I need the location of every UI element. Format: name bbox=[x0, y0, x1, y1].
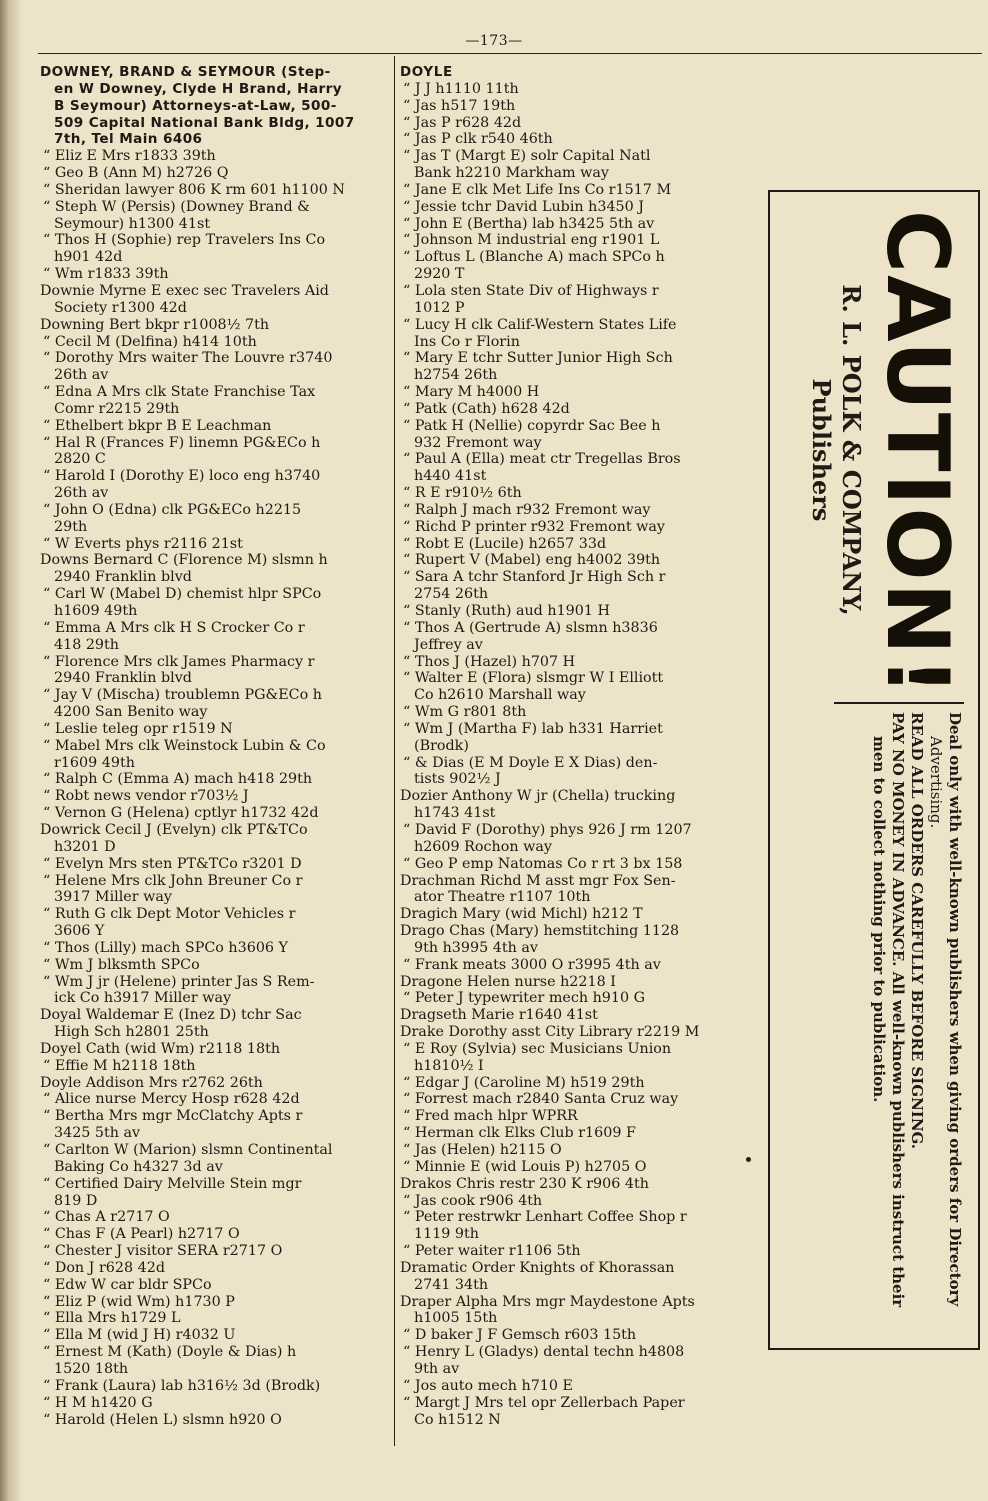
directory-entry bbox=[40, 502, 386, 536]
entry-line: “ Chester J visitor SERA r2717 O bbox=[40, 1243, 386, 1260]
directory-entry bbox=[40, 552, 386, 586]
directory-entry bbox=[400, 283, 756, 317]
entry-line: 509 Capital National Bank Bldg, 1007 bbox=[54, 114, 355, 131]
directory-entry bbox=[400, 317, 756, 351]
entry-line: Ins Co r Florin bbox=[414, 333, 520, 350]
ad-body-line: Deal only with well-known publishers when giving orders for Directory bbox=[946, 712, 964, 1307]
directory-entry bbox=[40, 788, 386, 805]
directory-entry bbox=[400, 519, 756, 536]
entry-line: “ Don J r628 42d bbox=[40, 1260, 386, 1277]
entry-line: 418 29th bbox=[54, 636, 119, 653]
entry-line: “ Cecil M (Delfina) h414 10th bbox=[40, 334, 386, 351]
directory-entry bbox=[40, 940, 386, 957]
entry-line: Dozier Anthony W jr (Chella) trucking bbox=[400, 788, 676, 805]
entry-line: ator Theatre r1107 10th bbox=[414, 889, 591, 906]
entry-line: “ Ella Mrs h1729 L bbox=[40, 1310, 386, 1327]
entry-line: Co h1512 N bbox=[414, 1411, 501, 1428]
directory-entry bbox=[400, 502, 756, 519]
entry-line: “ Loftus L (Blanche A) mach SPCo h bbox=[400, 249, 756, 266]
entry-line: 1012 P bbox=[414, 299, 465, 316]
directory-entry bbox=[400, 856, 756, 873]
entry-line: “ Jas P clk r540 46th bbox=[400, 131, 756, 148]
entry-line: 2940 Franklin blvd bbox=[54, 670, 192, 687]
directory-entry bbox=[40, 350, 386, 384]
directory-entry bbox=[400, 81, 756, 98]
entry-line: “ R E r910½ 6th bbox=[400, 485, 756, 502]
ad-body bbox=[869, 712, 964, 1322]
entry-line: “ E Roy (Sylvia) sec Musicians Union bbox=[400, 1041, 756, 1058]
entry-line: “ Edw W car bldr SPCo bbox=[40, 1277, 386, 1294]
entry-line: “ Sara A tchr Stanford Jr High Sch r bbox=[400, 569, 756, 586]
directory-entry bbox=[40, 586, 386, 620]
directory-entry bbox=[400, 182, 756, 199]
entry-line: “ Thos A (Gertrude A) slsmn h3836 bbox=[400, 620, 756, 637]
entry-line: Downs Bernard C (Florence M) slsmn h bbox=[40, 552, 328, 569]
entry-line: “ Mary M h4000 H bbox=[400, 384, 756, 401]
directory-entry bbox=[40, 536, 386, 553]
entry-line: “ Patk H (Nellie) copyrdr Sac Bee h bbox=[400, 418, 756, 435]
entry-line: “ Peter waiter r1106 5th bbox=[400, 1243, 756, 1260]
directory-entry bbox=[400, 906, 756, 923]
entry-line: B Seymour) Attorneys-at-Law, 500- bbox=[54, 97, 337, 114]
directory-entry bbox=[400, 1125, 756, 1142]
ad-title: CAUTION! bbox=[867, 210, 967, 698]
directory-entry bbox=[40, 771, 386, 788]
directory-entry bbox=[40, 906, 386, 940]
entry-line: Society r1300 42d bbox=[54, 299, 187, 316]
directory-entry bbox=[400, 721, 756, 755]
directory-entry bbox=[40, 974, 386, 1008]
directory-entry bbox=[40, 266, 386, 283]
entry-line: “ Forrest mach r2840 Santa Cruz way bbox=[400, 1091, 756, 1108]
entry-line: “ Chas F (A Pearl) h2717 O bbox=[40, 1226, 386, 1243]
entry-line: DOYLE bbox=[400, 64, 453, 80]
entry-line: “ W Everts phys r2116 21st bbox=[40, 536, 386, 553]
directory-entry bbox=[400, 822, 756, 856]
directory-entry bbox=[400, 1243, 756, 1260]
entry-line: “ Mabel Mrs clk Weinstock Lubin & Co bbox=[40, 738, 386, 755]
entry-line: “ Jos auto mech h710 E bbox=[400, 1378, 756, 1395]
ad-rotated-content bbox=[784, 210, 967, 1330]
directory-entry bbox=[40, 1294, 386, 1311]
directory-entry bbox=[40, 334, 386, 351]
entry-line: Drake Dorothy asst City Library r2219 M bbox=[400, 1024, 700, 1041]
directory-entry bbox=[40, 435, 386, 469]
entry-line: 29th bbox=[54, 518, 88, 535]
entry-line: “ Bertha Mrs mgr McClatchy Apts r bbox=[40, 1108, 386, 1125]
entry-line: “ Certified Dairy Melville Stein mgr bbox=[40, 1176, 386, 1193]
ad-body-line: Advertising. bbox=[927, 736, 945, 829]
directory-entry bbox=[400, 1344, 756, 1378]
directory-entry bbox=[400, 1024, 756, 1041]
entry-line: h1810½ I bbox=[414, 1057, 484, 1074]
directory-entry bbox=[400, 1327, 756, 1344]
entry-line: “ Jessie tchr David Lubin h3450 J bbox=[400, 199, 756, 216]
directory-entry bbox=[40, 1243, 386, 1260]
entry-line: Downie Myrne E exec sec Travelers Aid bbox=[40, 282, 329, 299]
entry-line: “ Lucy H clk Calif-Western States Life bbox=[400, 317, 756, 334]
entry-line: “ Ethelbert bkpr B E Leachman bbox=[40, 418, 386, 435]
entry-line: “ Wm J blksmth SPCo bbox=[40, 957, 386, 974]
entry-line: “ Harold (Helen L) slsmn h920 O bbox=[40, 1412, 386, 1429]
directory-entry bbox=[400, 1209, 756, 1243]
directory-entry bbox=[400, 1378, 756, 1395]
column-heading bbox=[400, 64, 756, 81]
directory-entry bbox=[400, 1294, 756, 1328]
entry-line: “ Patk (Cath) h628 42d bbox=[400, 401, 756, 418]
entry-line: “ Thos H (Sophie) rep Travelers Ins Co bbox=[40, 232, 386, 249]
directory-entry bbox=[40, 1310, 386, 1327]
entry-line: 2820 C bbox=[54, 451, 106, 468]
entry-line: h1005 15th bbox=[414, 1310, 498, 1327]
entry-line: “ Peter J typewriter mech h910 G bbox=[400, 990, 756, 1007]
entry-line: “ Jas P r628 42d bbox=[400, 115, 756, 132]
entry-line: “ Carlton W (Marion) slsmn Continental bbox=[40, 1142, 386, 1159]
directory-entry bbox=[400, 974, 756, 991]
entry-line: “ Henry L (Gladys) dental techn h4808 bbox=[400, 1344, 756, 1361]
entry-line: Dragseth Marie r1640 41st bbox=[400, 1007, 598, 1024]
directory-entry bbox=[40, 687, 386, 721]
entry-line: Jeffrey av bbox=[414, 636, 483, 653]
entry-line: “ Jas h517 19th bbox=[400, 98, 756, 115]
entry-line: 9th av bbox=[414, 1360, 460, 1377]
entry-line: “ Walter E (Flora) slsmgr W I Elliott bbox=[400, 670, 756, 687]
directory-entry bbox=[40, 468, 386, 502]
header-rule bbox=[38, 53, 982, 54]
column-divider bbox=[394, 56, 395, 1446]
directory-entry bbox=[40, 148, 386, 165]
directory-entry bbox=[40, 1091, 386, 1108]
directory-entry bbox=[40, 1226, 386, 1243]
entry-line: “ Ernest M (Kath) (Doyle & Dias) h bbox=[40, 1344, 386, 1361]
directory-entry bbox=[400, 249, 756, 283]
directory-entry bbox=[40, 199, 386, 233]
entry-line: “ Jas (Helen) h2115 O bbox=[400, 1142, 756, 1159]
entry-line: “ Wm J jr (Helene) printer Jas S Rem- bbox=[40, 974, 386, 991]
entry-line: 2741 34th bbox=[414, 1276, 489, 1293]
entry-line: “ Steph W (Persis) (Downey Brand & bbox=[40, 199, 386, 216]
entry-line: Bank h2210 Markham way bbox=[414, 165, 609, 182]
directory-entry bbox=[40, 384, 386, 418]
entry-line: 3606 Y bbox=[54, 923, 105, 940]
directory-entry bbox=[400, 350, 756, 384]
directory-entry bbox=[40, 232, 386, 266]
entry-line: 26th av bbox=[54, 367, 109, 384]
entry-line: Drachman Richd M asst mgr Fox Sen- bbox=[400, 872, 676, 889]
directory-entry bbox=[40, 1075, 386, 1092]
directory-entry bbox=[40, 1277, 386, 1294]
entry-line: “ Jas T (Margt E) solr Capital Natl bbox=[400, 148, 756, 165]
directory-entry bbox=[400, 620, 756, 654]
entry-line: “ Rupert V (Mabel) eng h4002 39th bbox=[400, 552, 756, 569]
entry-line: “ Richd P printer r932 Fremont way bbox=[400, 519, 756, 536]
directory-entry bbox=[40, 620, 386, 654]
directory-entry bbox=[40, 654, 386, 688]
entry-line: “ Helene Mrs clk John Breuner Co r bbox=[40, 873, 386, 890]
directory-entry bbox=[40, 1041, 386, 1058]
entry-line: 26th av bbox=[54, 485, 109, 502]
entry-line: “ H M h1420 G bbox=[40, 1395, 386, 1412]
entry-line: “ Ralph C (Emma A) mach h418 29th bbox=[40, 771, 386, 788]
entry-line: “ Robt E (Lucile) h2657 33d bbox=[400, 536, 756, 553]
directory-entry bbox=[400, 115, 756, 132]
directory-entry bbox=[40, 1412, 386, 1429]
directory-entry bbox=[400, 603, 756, 620]
entry-line: 819 D bbox=[54, 1192, 98, 1209]
entry-line: “ Lola sten State Div of Highways r bbox=[400, 283, 756, 300]
directory-entry bbox=[40, 165, 386, 182]
directory-entry bbox=[40, 856, 386, 873]
entry-line: “ Paul A (Ella) meat ctr Tregellas Bros bbox=[400, 451, 756, 468]
directory-entry bbox=[40, 822, 386, 856]
ad-body-line: PAY NO MONEY IN ADVANCE. All well-known publishers instruct their bbox=[889, 712, 907, 1308]
entry-line: h901 42d bbox=[54, 249, 123, 266]
caution-advertisement bbox=[768, 190, 980, 1350]
entry-line: Drakos Chris restr 230 K r906 4th bbox=[400, 1175, 649, 1192]
entry-line: “ David F (Dorothy) phys 926 J rm 1207 bbox=[400, 822, 756, 839]
directory-entry bbox=[40, 1209, 386, 1226]
entry-line: tists 902½ J bbox=[414, 771, 501, 788]
directory-entry bbox=[40, 64, 386, 148]
directory-entry bbox=[400, 1108, 756, 1125]
entry-line: “ Jane E clk Met Life Ins Co r1517 M bbox=[400, 182, 756, 199]
entry-line: 2754 26th bbox=[414, 586, 489, 603]
directory-entry bbox=[400, 654, 756, 671]
entry-line: “ Eliz P (wid Wm) h1730 P bbox=[40, 1294, 386, 1311]
directory-entry bbox=[40, 805, 386, 822]
entry-line: “ Florence Mrs clk James Pharmacy r bbox=[40, 654, 386, 671]
directory-entry bbox=[400, 1260, 756, 1294]
entry-line: 1119 9th bbox=[414, 1226, 479, 1243]
entry-line: “ Stanly (Ruth) aud h1901 H bbox=[400, 603, 756, 620]
entry-line: r1609 49th bbox=[54, 754, 135, 771]
entry-line: “ Mary E tchr Sutter Junior High Sch bbox=[400, 350, 756, 367]
entry-line: “ Alice nurse Mercy Hosp r628 42d bbox=[40, 1091, 386, 1108]
directory-entry bbox=[400, 98, 756, 115]
entry-line: “ John O (Edna) clk PG&ECo h2215 bbox=[40, 502, 386, 519]
entry-line: Dowrick Cecil J (Evelyn) clk PT&TCo bbox=[40, 821, 308, 838]
directory-entry bbox=[400, 1395, 756, 1429]
directory-entry bbox=[400, 1091, 756, 1108]
directory-entry bbox=[400, 552, 756, 569]
directory-entry bbox=[40, 182, 386, 199]
entry-line: “ J J h1110 11th bbox=[400, 81, 756, 98]
directory-entry bbox=[40, 1007, 386, 1041]
entry-line: “ Herman clk Elks Club r1609 F bbox=[400, 1125, 756, 1142]
entry-line: Seymour) h1300 41st bbox=[54, 215, 211, 232]
entry-line: “ Fred mach hlpr WPRR bbox=[400, 1108, 756, 1125]
entry-line: “ Frank (Laura) lab h316½ 3d (Brodk) bbox=[40, 1378, 386, 1395]
right-column bbox=[400, 64, 756, 1428]
directory-entry bbox=[400, 131, 756, 148]
entry-line: “ D baker J F Gemsch r603 15th bbox=[400, 1327, 756, 1344]
entry-line: 4200 San Benito way bbox=[54, 704, 208, 721]
directory-entry bbox=[40, 1176, 386, 1210]
entry-line: “ Edna A Mrs clk State Franchise Tax bbox=[40, 384, 386, 401]
directory-entry bbox=[400, 401, 756, 418]
entry-line: “ Eliz E Mrs r1833 39th bbox=[40, 148, 386, 165]
entry-line: Doyle Addison Mrs r2762 26th bbox=[40, 1074, 263, 1091]
entry-line: “ Ralph J mach r932 Fremont way bbox=[400, 502, 756, 519]
entry-line: “ Wm J (Martha F) lab h331 Harriet bbox=[400, 721, 756, 738]
directory-entry bbox=[400, 755, 756, 789]
directory-entry bbox=[40, 1344, 386, 1378]
entry-line: Downing Bert bkpr r1008½ 7th bbox=[40, 316, 270, 333]
entry-line: “ Jas cook r906 4th bbox=[400, 1193, 756, 1210]
entry-line: “ & Dias (E M Doyle E X Dias) den- bbox=[400, 755, 756, 772]
entry-line: “ Vernon G (Helena) cptlyr h1732 42d bbox=[40, 805, 386, 822]
directory-entry bbox=[40, 1058, 386, 1075]
entry-line: 932 Fremont way bbox=[414, 434, 542, 451]
entry-line: “ Thos J (Hazel) h707 H bbox=[400, 654, 756, 671]
entry-line: “ Robt news vendor r703½ J bbox=[40, 788, 386, 805]
entry-line: “ Dorothy Mrs waiter The Louvre r3740 bbox=[40, 350, 386, 367]
ad-divider bbox=[834, 702, 964, 704]
entry-line: Doyel Cath (wid Wm) r2118 18th bbox=[40, 1040, 281, 1057]
directory-entry bbox=[40, 1108, 386, 1142]
directory-entry bbox=[400, 1176, 756, 1193]
directory-entry bbox=[400, 990, 756, 1007]
entry-line: “ Peter restrwkr Lenhart Coffee Shop r bbox=[400, 1209, 756, 1226]
directory-entry bbox=[400, 704, 756, 721]
entry-line: 3917 Miller way bbox=[54, 889, 172, 906]
entry-line: “ Hal R (Frances F) linemn PG&ECo h bbox=[40, 435, 386, 452]
entry-line: “ John E (Bertha) lab h3425 5th av bbox=[400, 216, 756, 233]
entry-line: 1520 18th bbox=[54, 1360, 129, 1377]
directory-entry bbox=[400, 873, 756, 907]
entry-line: h440 41st bbox=[414, 468, 487, 485]
directory-entry bbox=[400, 569, 756, 603]
directory-entry bbox=[40, 1327, 386, 1344]
entry-line: “ Ruth G clk Dept Motor Vehicles r bbox=[40, 906, 386, 923]
entry-line: en W Downey, Clyde H Brand, Harry bbox=[54, 80, 342, 97]
directory-entry bbox=[40, 738, 386, 772]
directory-entry bbox=[400, 536, 756, 553]
entry-line: “ Frank meats 3000 O r3995 4th av bbox=[400, 957, 756, 974]
entry-line: “ Chas A r2717 O bbox=[40, 1209, 386, 1226]
entry-line: “ Geo B (Ann M) h2726 Q bbox=[40, 165, 386, 182]
directory-entry bbox=[400, 199, 756, 216]
entry-line: “ Edgar J (Caroline M) h519 29th bbox=[400, 1075, 756, 1092]
entry-line: 2940 Franklin blvd bbox=[54, 569, 192, 586]
directory-entry bbox=[400, 1007, 756, 1024]
directory-entry bbox=[400, 451, 756, 485]
directory-entry bbox=[400, 148, 756, 182]
page-binding-edge bbox=[0, 0, 22, 1501]
entry-line: “ Johnson M industrial eng r1901 L bbox=[400, 232, 756, 249]
directory-entry bbox=[400, 1075, 756, 1092]
entry-line: h1609 49th bbox=[54, 603, 138, 619]
directory-entry bbox=[40, 1378, 386, 1395]
directory-entry bbox=[40, 873, 386, 907]
entry-line: Draper Alpha Mrs mgr Maydestone Apts bbox=[400, 1293, 695, 1310]
entry-line: High Sch h2801 25th bbox=[54, 1024, 209, 1041]
directory-entry bbox=[400, 1041, 756, 1075]
entry-line: Baking Co h4327 3d av bbox=[54, 1158, 223, 1175]
directory-entry bbox=[40, 957, 386, 974]
entry-line: h2609 Rochon way bbox=[414, 838, 552, 855]
entry-line: “ Carl W (Mabel D) chemist hlpr SPCo bbox=[40, 586, 386, 603]
entry-line: “ Ella M (wid J H) r4032 U bbox=[40, 1327, 386, 1344]
page-number: —173— bbox=[465, 33, 523, 49]
ink-spot bbox=[746, 1157, 751, 1162]
entry-line: ick Co h3917 Miller way bbox=[54, 990, 232, 1007]
entry-line: 2920 T bbox=[414, 266, 465, 283]
entry-line: “ Effie M h2118 18th bbox=[40, 1058, 386, 1075]
entry-line: “ Leslie teleg opr r1519 N bbox=[40, 721, 386, 738]
entry-line: Dragich Mary (wid Michl) h212 T bbox=[400, 906, 643, 923]
directory-entry bbox=[400, 788, 756, 822]
entry-line: “ Sheridan lawyer 806 K rm 601 h1100 N bbox=[40, 182, 386, 199]
entry-line: Dramatic Order Knights of Khorassan bbox=[400, 1259, 675, 1276]
directory-entry bbox=[40, 721, 386, 738]
directory-entry bbox=[400, 384, 756, 401]
entry-line: “ Minnie E (wid Louis P) h2705 O bbox=[400, 1159, 756, 1176]
entry-line: 3425 5th av bbox=[54, 1125, 141, 1142]
entry-line: Comr r2215 29th bbox=[54, 400, 180, 417]
directory-entry bbox=[40, 1142, 386, 1176]
directory-entry bbox=[400, 670, 756, 704]
left-column bbox=[40, 64, 386, 1428]
entry-line: Co h2610 Marshall way bbox=[414, 687, 586, 704]
ad-body-line: men to collect nothing prior to publication. bbox=[870, 736, 888, 1103]
directory-entry bbox=[400, 923, 756, 957]
ad-publisher: R. L. POLK & COMPANY, Publishers bbox=[807, 284, 866, 616]
entry-line: “ Geo P emp Natomas Co r rt 3 bx 158 bbox=[400, 856, 756, 873]
entry-line: h2754 26th bbox=[414, 367, 498, 384]
entry-line: 9th h3995 4th av bbox=[414, 939, 538, 956]
directory-entry bbox=[400, 418, 756, 452]
entry-line: “ Evelyn Mrs sten PT&TCo r3201 D bbox=[40, 856, 386, 873]
entry-line: 7th, Tel Main 6406 bbox=[54, 131, 203, 148]
ad-body-line: READ ALL ORDERS CAREFULLY BEFORE SIGNING. bbox=[908, 712, 926, 1150]
directory-entry bbox=[40, 418, 386, 435]
entry-line: h1743 41st bbox=[414, 805, 496, 822]
entry-line: “ Emma A Mrs clk H S Crocker Co r bbox=[40, 620, 386, 637]
entry-line: “ Wm G r801 8th bbox=[400, 704, 756, 721]
directory-entry bbox=[400, 485, 756, 502]
entry-line: Drago Chas (Mary) hemstitching 1128 bbox=[400, 923, 680, 940]
entry-line: “ Jay V (Mischa) troublemn PG&ECo h bbox=[40, 687, 386, 704]
entry-line: (Brodk) bbox=[414, 737, 469, 754]
directory-entry bbox=[400, 232, 756, 249]
entry-line: “ Wm r1833 39th bbox=[40, 266, 386, 283]
entry-line: “ Margt J Mrs tel opr Zellerbach Paper bbox=[400, 1395, 756, 1412]
directory-entry bbox=[40, 1395, 386, 1412]
directory-entry bbox=[400, 1142, 756, 1159]
directory-entry bbox=[400, 216, 756, 233]
directory-entry bbox=[40, 317, 386, 334]
directory-entry bbox=[400, 1193, 756, 1210]
entry-line: Doyal Waldemar E (Inez D) tchr Sac bbox=[40, 1007, 302, 1024]
entry-line: DOWNEY, BRAND & SEYMOUR (Step- bbox=[40, 64, 331, 80]
directory-entry bbox=[40, 1260, 386, 1277]
directory-entry bbox=[400, 1159, 756, 1176]
directory-entry bbox=[40, 283, 386, 317]
entry-line: “ Harold I (Dorothy E) loco eng h3740 bbox=[40, 468, 386, 485]
entry-line: Dragone Helen nurse h2218 I bbox=[400, 973, 616, 990]
entry-line: “ Thos (Lilly) mach SPCo h3606 Y bbox=[40, 940, 386, 957]
entry-line: h3201 D bbox=[54, 838, 116, 855]
directory-entry bbox=[400, 957, 756, 974]
